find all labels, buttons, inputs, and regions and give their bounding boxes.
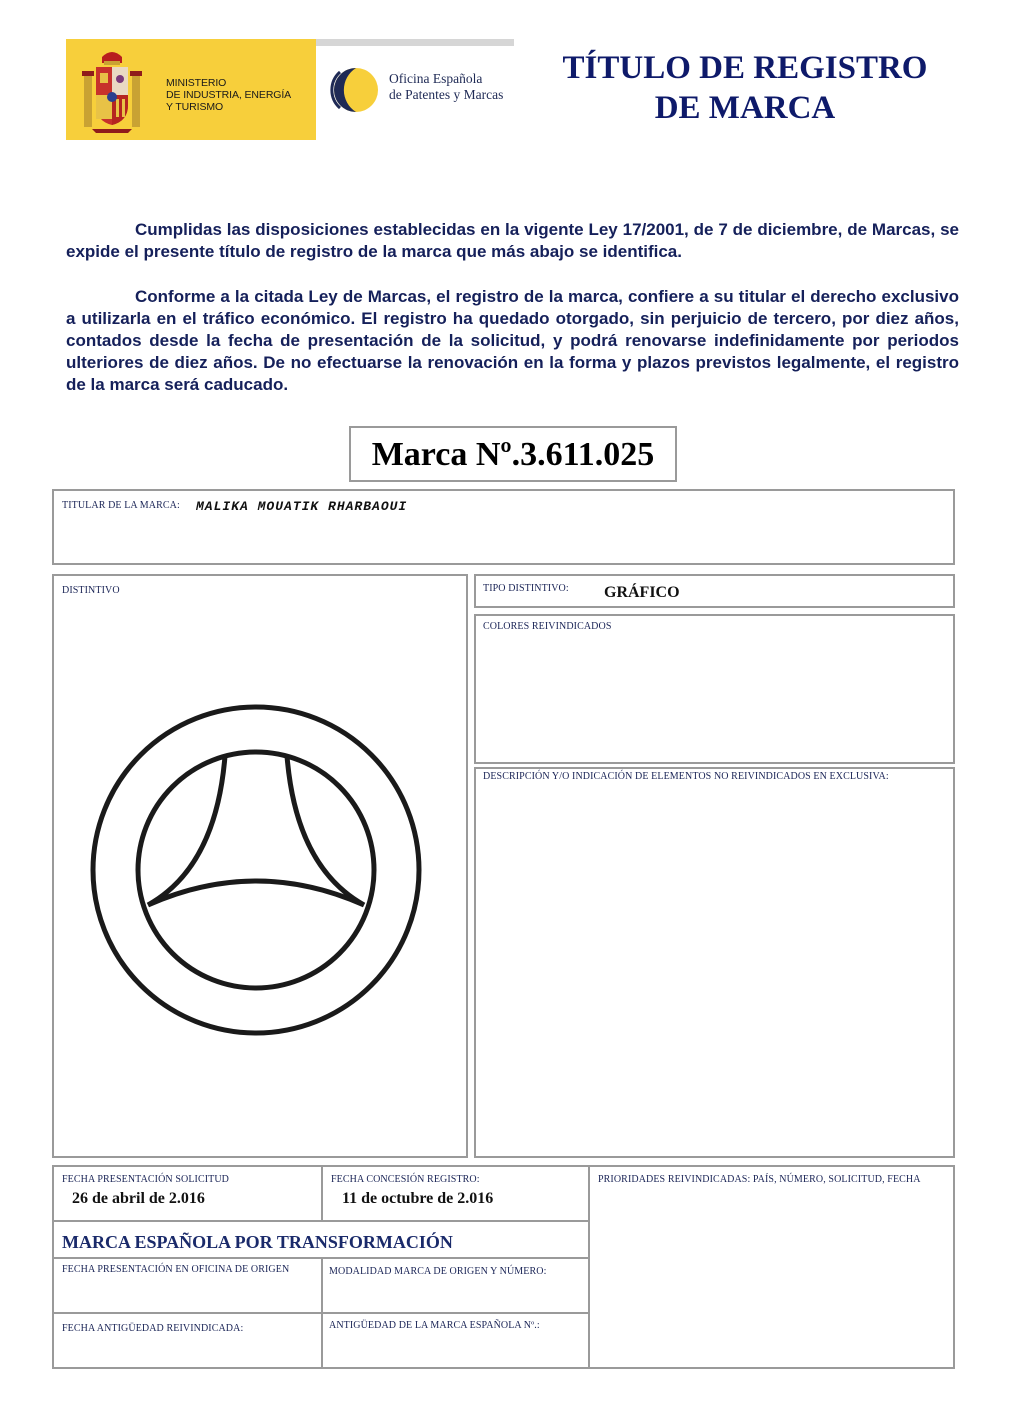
descripcion-label: DESCRIPCIÓN Y/O INDICACIÓN DE ELEMENTOS NO REIVINDICADOS EN EXCLUSIVA: xyxy=(483,771,889,782)
fecha-origen-label: FECHA PRESENTACIÓN EN OFICINA DE ORIGEN xyxy=(62,1264,290,1275)
fecha-concesion-label: FECHA CONCESIÓN REGISTRO: xyxy=(331,1174,480,1185)
marca-number-box xyxy=(349,426,677,482)
title-line: DE MARCA xyxy=(654,90,836,126)
tipo-value: GRÁFICO xyxy=(604,584,680,601)
modalidad-label: MODALIDAD MARCA DE ORIGEN Y NÚMERO: xyxy=(329,1266,547,1277)
intro-paragraph xyxy=(66,219,959,263)
transformacion-title: MARCA ESPAÑOLA POR TRANSFORMACIÓN xyxy=(62,1232,453,1252)
office-line: de Patentes y Marcas xyxy=(389,87,504,102)
antiguedad-marca-label: ANTIGÜEDAD DE LA MARCA ESPAÑOLA Nº.: xyxy=(329,1320,540,1331)
titular-value: MALIKA MOUATIK RHARBAOUI xyxy=(196,499,408,514)
rights-paragraph xyxy=(66,286,959,396)
ministry-line: MINISTERIO xyxy=(166,77,227,89)
title-line: TÍTULO DE REGISTRO xyxy=(562,50,928,86)
distintivo-label: DISTINTIVO xyxy=(62,585,120,596)
colores-box xyxy=(474,614,955,764)
titular-label: TITULAR DE LA MARCA: xyxy=(62,500,180,511)
tipo-label: TIPO DISTINTIVO: xyxy=(483,583,569,594)
fecha-concesion-value: 11 de octubre de 2.016 xyxy=(342,1190,494,1207)
fecha-presentacion-label: FECHA PRESENTACIÓN SOLICITUD xyxy=(62,1174,230,1185)
colores-label: COLORES REIVINDICADOS xyxy=(483,621,612,632)
ministry-line: DE INDUSTRIA, ENERGÍA xyxy=(166,89,292,101)
trademark-logo-icon xyxy=(88,702,424,1038)
fecha-antiguedad-box xyxy=(52,1312,323,1369)
oepm-sun-icon xyxy=(326,62,382,118)
rights-text: Conforme a la citada Ley de Marcas, el registro de la marca, confiere a su titular el derecho exclusivo a utilizarla en el tráfico económico. El registro ha quedado otorgado, sin perjuicio de tercero, por diez años, contados desde la fecha de presentación de la solicitud, y podrá renovarse indefinidamente por periodos ulteriores de diez años. De no efectuarse la renovación en la forma y plazos previstos legalmente, el registro de la marca será caducado. xyxy=(66,287,959,394)
ministry-name xyxy=(166,77,291,113)
prioridades-box xyxy=(588,1165,955,1369)
descripcion-box xyxy=(474,767,955,1158)
intro-text: Cumplidas las disposiciones establecidas en la vigente Ley 17/2001, de 7 de diciembre, de Marcas, se expide el presente título de registro de la marca que más abajo se identifica. xyxy=(66,220,959,261)
fecha-antiguedad-label: FECHA ANTIGÜEDAD REIVINDICADA: xyxy=(62,1323,244,1334)
ministry-line: Y TURISMO xyxy=(166,101,224,113)
office-line: Oficina Española xyxy=(389,71,483,86)
document-title xyxy=(520,48,970,128)
marca-number: Marca Nº.3.611.025 xyxy=(371,436,655,473)
prioridades-label: PRIORIDADES REIVINDICADAS: PAÍS, NÚMERO, SOLICITUD, FECHA xyxy=(598,1174,921,1185)
titular-box xyxy=(52,489,955,565)
office-header-bar xyxy=(316,39,514,46)
coat-of-arms-icon xyxy=(80,45,144,135)
office-name xyxy=(389,71,503,103)
fecha-presentacion-value: 26 de abril de 2.016 xyxy=(72,1190,205,1207)
